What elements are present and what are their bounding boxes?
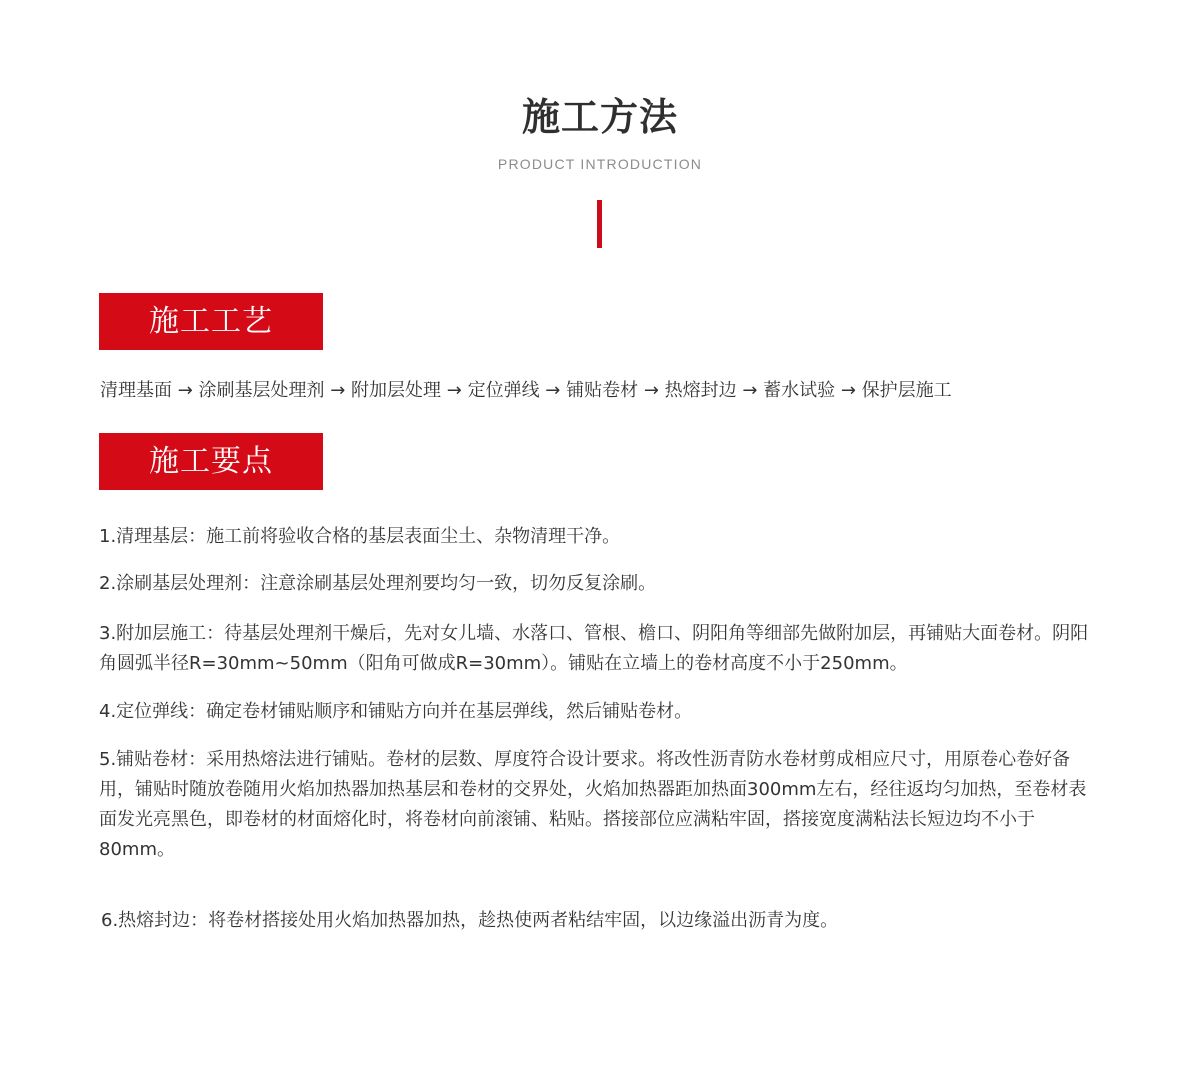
point-item: 1.清理基层：施工前将验收合格的基层表面尘土、杂物清理干净。	[99, 526, 621, 547]
point-item: 6.热熔封边：将卷材搭接处用火焰加热器加热，趁热使两者粘结牢固，以边缘溢出沥青为度。	[101, 910, 839, 931]
header-divider	[597, 200, 602, 248]
point-item: 5.铺贴卷材：采用热熔法进行铺贴。卷材的层数、厚度符合设计要求。将改性沥青防水卷材剪成相应尺寸，用原卷心卷好备用，铺贴时随放卷随用火焰加热器加热基层和卷材的交界处，火焰加热器距加热面300mm左右，经往返均匀加热，至卷材表面发光亮黑色，即卷材的材面熔化时，将卷材向前滚铺、粘贴。搭接部位应满粘牢固，搭接宽度满粘法长短边均不小于80mm。	[99, 749, 1087, 860]
section-label-points: 施工要点	[99, 433, 323, 490]
point-item: 4.定位弹线：确定卷材铺贴顺序和铺贴方向并在基层弹线，然后铺贴卷材。	[99, 701, 693, 722]
page-subtitle: PRODUCT INTRODUCTION	[497, 156, 703, 172]
page-title: 施工方法	[521, 95, 678, 139]
point-item: 2.涂刷基层处理剂：注意涂刷基层处理剂要均匀一致，切勿反复涂刷。	[99, 573, 657, 594]
point-item: 3.附加层施工：待基层处理剂干燥后，先对女儿墙、水落口、管根、檐口、阴阳角等细部先做附加层，再铺贴大面卷材。阴阳角圆弧半径R=30mm~50mm（阳角可做成R=30mm）。铺贴在立墙上的卷材高度不小于250mm。	[99, 623, 1089, 674]
section-label-process: 施工工艺	[99, 293, 323, 350]
process-flow-text: 清理基面 → 涂刷基层处理剂 → 附加层处理 → 定位弹线 → 铺贴卷材 → 热熔封边 → 蓄水试验 → 保护层施工	[100, 380, 952, 401]
